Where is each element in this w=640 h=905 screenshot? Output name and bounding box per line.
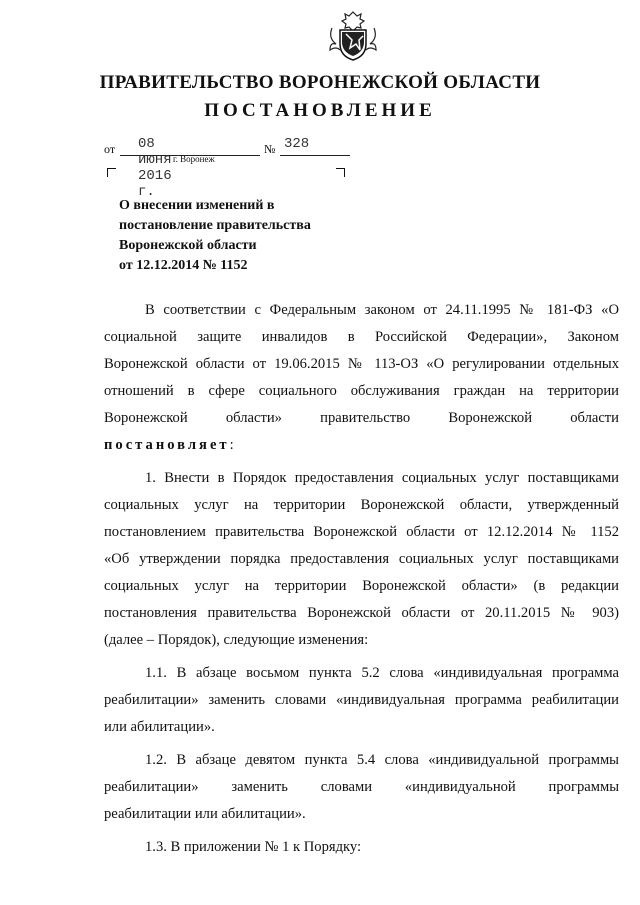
city: г. Воронеж bbox=[173, 154, 215, 164]
text-line: Воронежской области» правительство Воронежской области bbox=[104, 410, 619, 426]
text-line: 1.3. В приложении № 1 к Порядку: bbox=[145, 839, 362, 855]
intro-paragraph bbox=[104, 297, 619, 459]
coat-of-arms-icon bbox=[326, 8, 380, 66]
item-1-2 bbox=[104, 747, 619, 828]
number-line bbox=[280, 155, 350, 156]
text-line: реабилитации или абилитации». bbox=[104, 806, 306, 822]
text-line: реабилитации» заменить словами «индивидуальная программа реабилитации bbox=[104, 692, 619, 708]
text-line: (далее – Порядок), следующие изменения: bbox=[104, 632, 369, 648]
item-1-3 bbox=[104, 834, 619, 861]
text-line: социальных услуг на территории Воронежской области» (в редакции bbox=[104, 578, 619, 594]
document-date: 08 июня 2016 г. bbox=[138, 136, 172, 200]
number-prefix: № bbox=[264, 142, 276, 156]
corner-mark-left bbox=[107, 168, 116, 177]
text-line: Воронежской области от 19.06.2015 № 113-ОЗ «О регулировании отдельных bbox=[104, 356, 619, 372]
text-line: В соответствии с Федеральным законом от 24.11.1995 № 181-ФЗ «О bbox=[145, 302, 619, 318]
document-subject bbox=[119, 196, 379, 276]
text-line: или абилитации». bbox=[104, 719, 215, 735]
text-line: 1.1. В абзаце восьмом пункта 5.2 слова «индивидуальная программа bbox=[145, 665, 619, 681]
item-1 bbox=[104, 465, 619, 654]
text-line: постановления правительства Воронежской области от 20.11.2015 № 903) bbox=[104, 605, 619, 621]
text-line: социальной защите инвалидов в Российской Федерации», Законом bbox=[104, 329, 619, 345]
resolves-word: постановляет bbox=[104, 437, 230, 453]
corner-mark-right bbox=[336, 168, 345, 177]
date-prefix: от bbox=[104, 142, 116, 156]
document-number: 328 bbox=[284, 136, 310, 152]
subject-line: постановление правительства bbox=[119, 218, 311, 233]
subject-line: О внесении изменений в bbox=[119, 198, 275, 213]
subject-line: Воронежской области bbox=[119, 238, 257, 253]
text-line: социальных услуг на территории Воронежской области, утвержденный bbox=[104, 497, 619, 513]
government-name: ПРАВИТЕЛЬСТВО ВОРОНЕЖСКОЙ ОБЛАСТИ bbox=[99, 72, 541, 93]
text-line: 1.2. В абзаце девятом пункта 5.4 слова «индивидуальной программы bbox=[145, 752, 619, 768]
document-type: ПОСТАНОВЛЕНИЕ bbox=[204, 100, 436, 121]
document-body bbox=[104, 297, 619, 861]
resolves-colon: : bbox=[229, 437, 234, 453]
text-line: реабилитации» заменить словами «индивидуальной программы bbox=[104, 779, 619, 795]
resolves-line bbox=[104, 432, 619, 459]
text-line: 1. Внести в Порядок предоставления социальных услуг поставщиками bbox=[145, 470, 619, 486]
text-line: «Об утверждении порядка предоставления социальных услуг поставщиками bbox=[104, 551, 619, 567]
text-line: постановлением правительства Воронежской области от 12.12.2014 № 1152 bbox=[104, 524, 619, 540]
subject-line: от 12.12.2014 № 1152 bbox=[119, 258, 248, 273]
text-line: отношений в сфере социального обслуживания граждан на территории bbox=[104, 383, 619, 399]
item-1-1 bbox=[104, 660, 619, 741]
